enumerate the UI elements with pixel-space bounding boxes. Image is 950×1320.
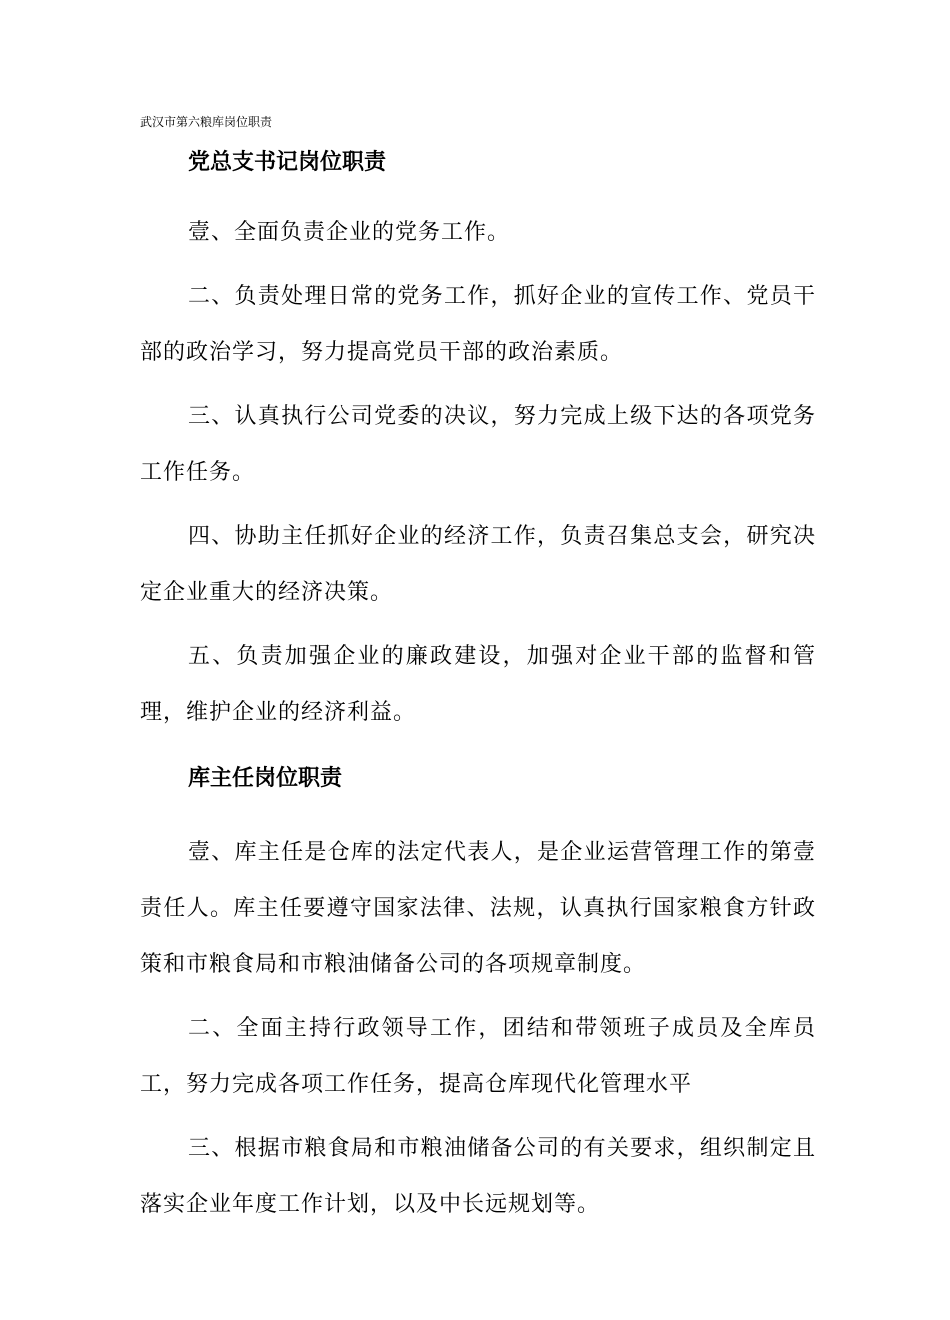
paragraph: 壹、库主任是仓库的法定代表人，是企业运营管理工作的第壹责任人。库主任要遵守国家法律、法规，认真执行国家粮食方针政策和市粮食局和市粮油储备公司的各项规章制度。 (140, 840, 816, 977)
paragraph: 三、根据市粮食局和市粮油储备公司的有关要求，组织制定且落实企业年度工作计划，以及中长远规划等。 (140, 1136, 816, 1217)
paragraph: 二、全面主持行政领导工作，团结和带领班子成员及全库员工，努力完成各项工作任务，提高仓库现代化管理水平 (140, 1016, 816, 1097)
document-body (140, 141, 816, 1233)
paragraph: 四、协助主任抓好企业的经济工作，负责召集总支会，研究决定企业重大的经济决策。 (140, 524, 816, 605)
page-header: 武汉市第六粮库岗位职责 (140, 115, 273, 129)
paragraph: 五、负责加强企业的廉政建设，加强对企业干部的监督和管理，维护企业的经济利益。 (140, 644, 816, 725)
section-heading-party-secretary: 党总支书记岗位职责 (188, 150, 387, 175)
paragraph: 壹、全面负责企业的党务工作。 (188, 220, 511, 245)
paragraph: 二、负责处理日常的党务工作，抓好企业的宣传工作、党员干部的政治学习，努力提高党员干部的政治素质。 (140, 284, 816, 365)
section-heading-depot-director: 库主任岗位职责 (188, 766, 343, 791)
paragraph: 三、认真执行公司党委的决议，努力完成上级下达的各项党务工作任务。 (140, 404, 816, 485)
